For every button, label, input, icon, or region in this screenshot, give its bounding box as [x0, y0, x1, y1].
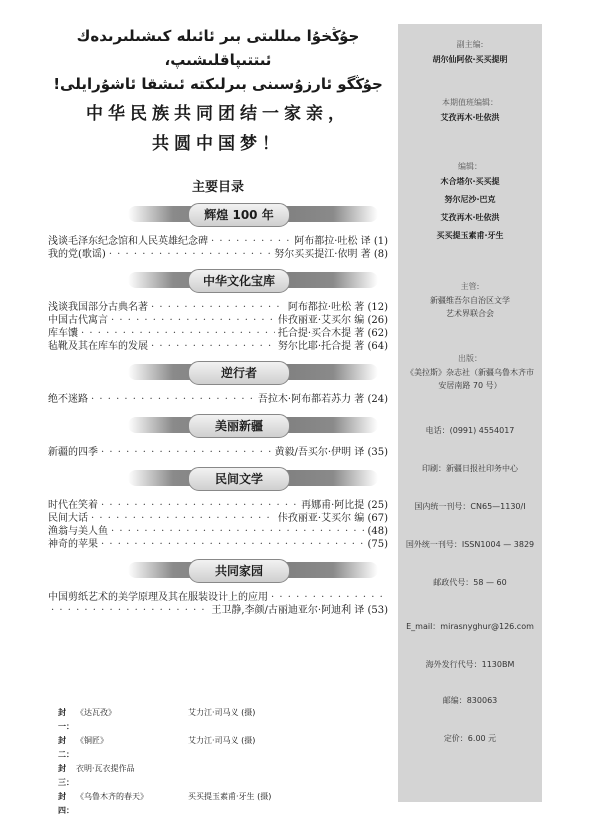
toc-entry[interactable] [48, 393, 388, 406]
sponsor-label: 主管: [460, 282, 480, 291]
dot-leader [101, 499, 298, 512]
entry-title: 我的党(歌谣) [48, 249, 106, 260]
dot-leader [271, 591, 385, 604]
entry-author-page: 佧孜丽亚·艾买尔 编 (67) [277, 513, 388, 524]
issn: 国外统一刊号：ISSN1004 — 3829 [405, 540, 535, 549]
entry-title: 毡靴及其在库车的发展 [48, 341, 148, 352]
cover-title: 《达瓦孜》 [76, 708, 116, 717]
toc-entry[interactable] [48, 446, 388, 459]
toc-section [48, 269, 388, 353]
issue-editor-name: 艾孜再木·吐依洪 [440, 113, 500, 122]
entry-author-page: 阿布都拉·吐松 译 (1) [294, 236, 388, 247]
dot-leader [91, 393, 255, 406]
dot-leader [151, 340, 275, 353]
dot-leader [81, 327, 275, 340]
publisher-line: 安居南路 70 号） [438, 381, 502, 390]
dot-leader [51, 604, 208, 617]
cover-photographer: 艾力江·司马义 (摄) [188, 736, 256, 745]
sponsor-line: 新疆维吾尔自治区文学 [430, 296, 510, 305]
toc-entry[interactable] [48, 340, 388, 353]
masthead-sidebar [398, 24, 542, 802]
uyghur-slogan-line1: جۇڭخۇا مىللىتى بىر ئائىلە كىشىلىرىدەك ئىتتىپاقلىشىپ، [76, 27, 360, 69]
email: E_mail：mirasnyghur@126.com [406, 622, 534, 631]
issue-editor-block [398, 96, 542, 125]
entry-author-page: 阿布都拉·吐松 著 (12) [287, 302, 388, 313]
section-banner [48, 361, 388, 383]
entry-title: 中国古代寓言 [48, 315, 108, 326]
deputy-editor-name: 胡尔仙阿依·买买提明 [432, 55, 508, 64]
toc-entry[interactable] [48, 591, 388, 604]
entry-title: 绝不迷路 [48, 394, 88, 405]
section-banner [48, 269, 388, 291]
section-title: 民间文学 [188, 467, 290, 491]
cover-credit-row [58, 734, 388, 762]
entry-title: 民间大话 [48, 513, 88, 524]
cover-credit-row [58, 706, 388, 734]
entry-title: 时代在笑着 [48, 500, 98, 511]
dot-leader [101, 538, 364, 551]
cover-key: 封二： [58, 736, 74, 759]
deputy-editor-block [398, 38, 542, 67]
cover-credit-row [58, 762, 388, 790]
entry-title: 浅谈我国部分古典名著 [48, 302, 148, 313]
toc-entry[interactable] [48, 248, 388, 261]
entry-author-page: (48) [367, 526, 388, 537]
entry-title: 神奇的苹果 [48, 539, 98, 550]
dot-leader [109, 248, 271, 261]
toc-entry[interactable] [48, 604, 388, 617]
section-title: 辉煌 100 年 [188, 203, 290, 227]
cover-title: 衣明·瓦衣提作品 [76, 764, 135, 773]
slogan-line1: 中华民族共同团结一家亲， [86, 104, 350, 124]
toc-section [48, 414, 388, 459]
uyghur-slogan-line2: جۇڭگو ئارزۇسىنى بىرلىكتە ئىشقا ئاشۇرايلى! [53, 75, 383, 93]
deputy-editor-label: 副主编: [456, 40, 484, 49]
toc-entry[interactable] [48, 327, 388, 340]
toc-entry[interactable] [48, 499, 388, 512]
toc-entry[interactable] [48, 235, 388, 248]
toc-section [48, 361, 388, 406]
issue-editor-label: 本期值班编辑： [442, 98, 498, 107]
toc-title: 主要目录 [191, 180, 244, 195]
entry-author-page: 努尔买买提江·依明 著 (8) [274, 249, 388, 260]
slogan-line2: 共圆中国梦！ [152, 134, 284, 154]
table-of-contents [48, 203, 388, 617]
sponsor-line: 艺术界联合会 [446, 309, 494, 318]
price: 定价：6.00 元 [443, 734, 497, 743]
toc-section [48, 203, 388, 261]
editor-name: 努尔尼沙·巴克 [444, 195, 496, 204]
entry-title: 新疆的四季 [48, 447, 98, 458]
domestic-serial-number: 国内统一刊号：CN65—1130/I [414, 502, 526, 511]
editor-name: 艾孜再木·吐依洪 [440, 213, 500, 222]
dot-leader [211, 235, 291, 248]
section-title: 中华文化宝库 [188, 269, 290, 293]
editors-label: 编辑： [458, 162, 482, 171]
entry-title: 库车馕 [48, 328, 78, 339]
zip-code: 邮编：830063 [442, 696, 498, 705]
editor-name: 买买提玉素甫·牙生 [436, 231, 504, 240]
entry-title: 中国剪纸艺术的美学原理及其在服装设计上的应用 [48, 592, 268, 603]
toc-entry[interactable] [48, 525, 388, 538]
entry-author-page: (75) [367, 539, 388, 550]
entry-author-page: 吾拉木·阿布都若苏力 著 (24) [257, 394, 388, 405]
cover-title: 《乌鲁木齐的春天》 [76, 792, 148, 801]
section-banner [48, 559, 388, 581]
dot-leader [111, 525, 364, 538]
entry-title: 浅谈毛泽东纪念馆和人民英雄纪念碑 [48, 236, 208, 247]
toc-section [48, 559, 388, 617]
editors-block [398, 160, 542, 243]
cover-title: 《铜匠》 [76, 736, 108, 745]
publisher-label: 出版： [458, 354, 482, 363]
dot-leader [151, 301, 285, 314]
toc-entry[interactable] [48, 538, 388, 551]
toc-entry[interactable] [48, 512, 388, 525]
toc-entry[interactable] [48, 301, 388, 314]
entry-author-page: 托合提·买合木提 著 (62) [277, 328, 388, 339]
cover-photographer: 买买提玉素甫·牙生 (摄) [188, 792, 272, 801]
section-banner [48, 467, 388, 489]
publisher-line: 《美拉斯》杂志社（新疆乌鲁木齐市 [406, 368, 534, 377]
entry-title: 渔翁与美人鱼 [48, 526, 108, 537]
section-title: 逆行者 [188, 361, 290, 385]
entry-author-page: 佧孜丽亚·艾买尔 编 (26) [277, 315, 388, 326]
overseas-distribution-code: 海外发行代号：1130BM [425, 660, 515, 669]
section-title: 美丽新疆 [188, 414, 290, 438]
section-banner [48, 203, 388, 225]
entry-author-page: 努尔比耶·托合提 著 (64) [277, 341, 388, 352]
section-banner [48, 414, 388, 436]
cover-key: 封一： [58, 708, 74, 731]
entry-author-page: 再娜甫·阿比提 (25) [301, 500, 388, 511]
toc-entry[interactable] [48, 314, 388, 327]
entry-author-page: 黄毅/吾买尔·伊明 译 (35) [274, 447, 388, 458]
printer: 印刷：新疆日报社印务中心 [422, 464, 518, 473]
section-title: 共同家园 [188, 559, 290, 583]
dot-leader [91, 512, 275, 525]
toc-section [48, 467, 388, 551]
cover-key: 封四： [58, 792, 74, 815]
publisher-block [398, 352, 542, 392]
dot-leader [101, 446, 272, 459]
entry-author-page: 王卫静,李颜/古丽迪亚尔·阿迪利 译 (53) [211, 605, 388, 616]
dot-leader [111, 314, 275, 327]
left-column [48, 24, 388, 625]
cover-credits [58, 706, 388, 818]
phone: 电话：(0991) 4554017 [425, 426, 515, 435]
editor-name: 木合塔尔·买买提 [440, 177, 500, 186]
postal-distribution-code: 邮政代号：58 — 60 [433, 578, 507, 587]
cover-photographer: 艾力江·司马义 (摄) [188, 708, 256, 717]
cover-key: 封三： [58, 764, 74, 787]
sponsor-block [398, 280, 542, 320]
